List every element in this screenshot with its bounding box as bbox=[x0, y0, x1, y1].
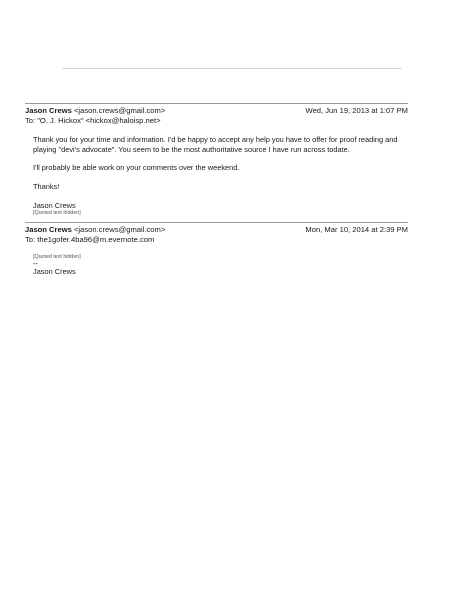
signature: Jason Crews bbox=[33, 200, 76, 210]
sender-email: <jason.crews@gmail.com> bbox=[73, 106, 166, 115]
recipient-line: To: the1gofer.4ba96@m.evernote.com bbox=[25, 234, 155, 244]
recipient-line: To: "O. J. Hickox" <hickox@haloisp.net> bbox=[25, 115, 161, 125]
quoted-text-hidden[interactable]: [Quoted text hidden] bbox=[33, 254, 81, 261]
message-body bbox=[33, 254, 408, 276]
body-paragraph: Thank you for your time and information. I'd be happy to accept any help you have to offer for proof reading and playing "devi's advocate". You seem to be the most authoritative source I have run across todate. bbox=[33, 135, 398, 154]
sender-name: Jason Crews bbox=[25, 225, 72, 234]
email-message bbox=[25, 222, 408, 277]
signature: Jason Crews bbox=[33, 267, 76, 277]
message-divider bbox=[25, 103, 408, 104]
signature-separator: -- bbox=[33, 259, 38, 269]
sender-email: <jason.crews@gmail.com> bbox=[73, 225, 166, 234]
message-header bbox=[25, 106, 408, 116]
email-message bbox=[25, 103, 408, 217]
message-body bbox=[33, 135, 408, 217]
body-paragraph: Thanks! bbox=[33, 182, 60, 192]
message-date: Mon, Mar 10, 2014 at 2:39 PM bbox=[305, 225, 408, 234]
message-header bbox=[25, 225, 408, 235]
quoted-text-hidden[interactable]: [Quoted text hidden] bbox=[33, 210, 81, 217]
message-date: Wed, Jun 19, 2013 at 1:07 PM bbox=[305, 106, 408, 115]
message-divider bbox=[25, 222, 408, 223]
sender bbox=[25, 106, 165, 116]
sender-name: Jason Crews bbox=[25, 106, 72, 115]
page-top-divider bbox=[62, 68, 402, 69]
sender bbox=[25, 225, 165, 235]
body-paragraph: I'll probably be able work on your comments over the weekend. bbox=[33, 163, 240, 173]
